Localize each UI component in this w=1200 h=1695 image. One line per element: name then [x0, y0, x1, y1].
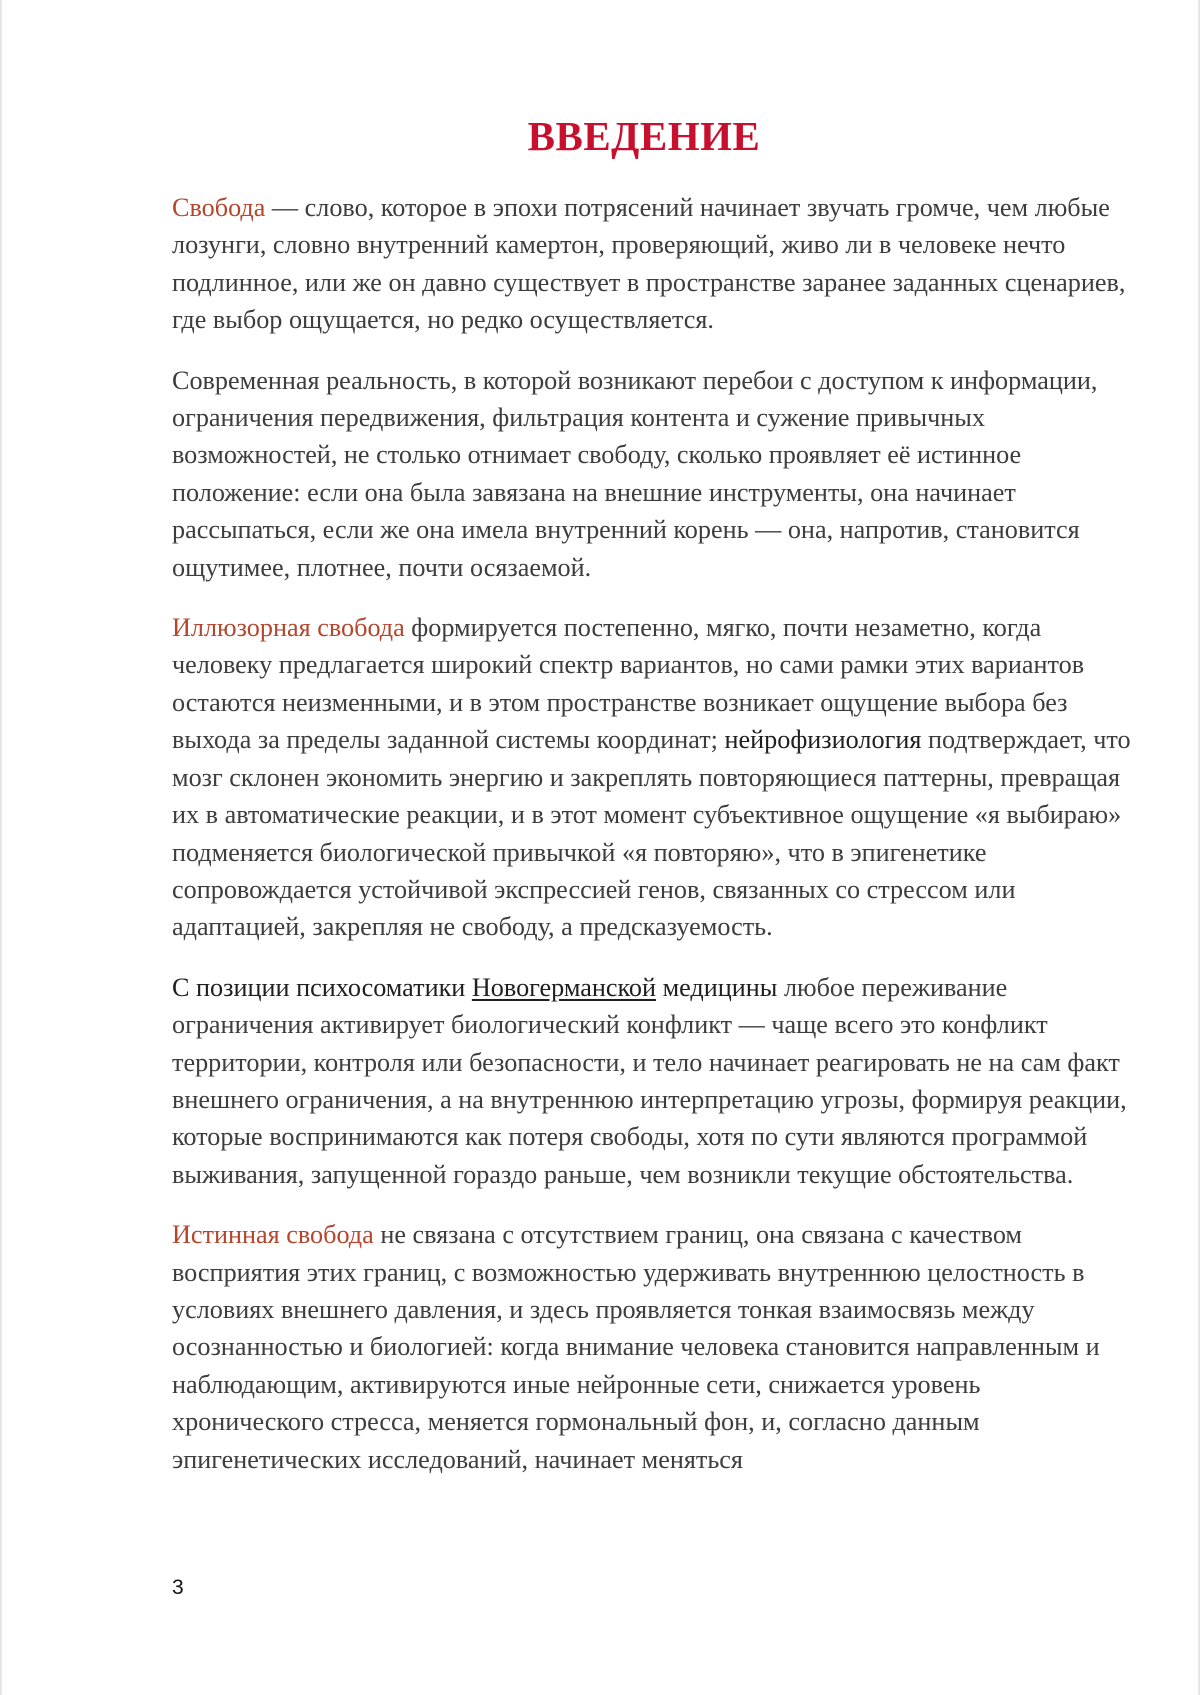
- term-new-german-link[interactable]: Новогерманской: [471, 972, 657, 1002]
- paragraph-3-text-a: формируется постепенно, мягко, почти незаметно, когда человеку предлагается широкий спектр вариантов, но сами рамки этих вариантов остаются неизменными, и в этом пространстве возникает ощущение выбора без выхода за пределы заданной системы координат;: [172, 613, 1085, 755]
- page-title: ВВЕДЕНИЕ: [527, 113, 761, 159]
- paragraph-4-lead: С позиции психосоматики: [172, 972, 472, 1002]
- page-edge-left: [0, 0, 2, 1695]
- paragraph-1: [172, 189, 1132, 339]
- paragraph-4-lead-end: медицины: [656, 972, 778, 1002]
- paragraph-4-text: любое переживание ограничения активирует биологический конфликт — чаще всего это конфликт территории, контроля или безопасности, и тело начинает реагировать не на сам факт внешнего ограничения, а на внутреннюю интерпретацию угрозы, формируя реакции, которые воспринимаются как потеря свободы, хотя по сути являются программой выживания, запущенной гораздо раньше, чем возникли текущие обстоятельства.: [172, 972, 1127, 1189]
- term-illusory-freedom: Иллюзорная свобода: [172, 613, 405, 643]
- paragraph-4: [172, 969, 1132, 1193]
- paragraph-2-text: Современная реальность, в которой возникают перебои с доступом к информации, ограничения передвижения, фильтрация контента и сужение привычных возможностей, не столько отнимает свободу, сколько проявляет её истинное положение: если она была завязана на внешние инструменты, она начинает рассыпаться, если же она имела внутренний корень — она, напротив, становится ощутимее, плотнее, почти осязаемой.: [172, 365, 1098, 582]
- paragraph-3-text-b: подтверждает, что мозг склонен экономить энергию и закреплять повторяющиеся паттерны, превращая их в автоматические реакции, и в этот момент субъективное ощущение «я выбираю» подменяется биологической привычкой «я повторяю», что в эпигенетике сопровождается устойчивой экспрессией генов, связанных со стрессом или адаптацией, закрепляя не свободу, а предсказуемость.: [172, 725, 1131, 942]
- paragraph-5: [172, 1216, 1132, 1478]
- paragraph-2: [172, 362, 1132, 586]
- term-neurophysiology: нейрофизиология: [724, 725, 922, 755]
- term-freedom: Свобода: [172, 193, 266, 222]
- term-true-freedom: Истинная свобода: [172, 1220, 374, 1250]
- paragraph-1-text: — слово, которое в эпохи потрясений начинает звучать громче, чем любые лозунги, словно внутренний камертон, проверяющий, живо ли в человеке нечто подлинное, или же он давно существует в пространстве заранее заданных сценариев, где выбор ощущается, но редко осуществляется.: [172, 193, 1126, 335]
- paragraph-5-text: не связана с отсутствием границ, она связана с качеством восприятия этих границ, с возможностью удерживать внутреннюю целостность в условиях внешнего давления, и здесь проявляется тонкая взаимосвязь между осознанностью и биологией: когда внимание человека становится направленным и наблюдающим, активируются иные нейронные сети, снижается уровень хронического стресса, меняется гормональный фон, и, согласно данным эпигенетических исследований, начинает меняться: [172, 1220, 1100, 1474]
- paragraph-3: [172, 609, 1132, 946]
- page-number: 3: [172, 1576, 184, 1599]
- body-text: [172, 189, 1132, 1501]
